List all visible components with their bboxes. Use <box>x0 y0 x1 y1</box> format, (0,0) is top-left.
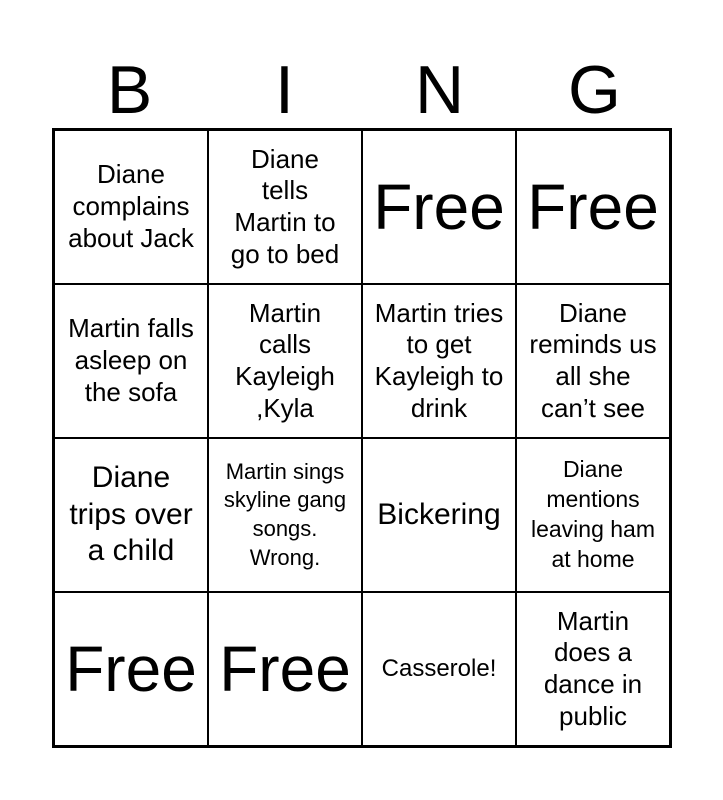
bingo-cell[interactable]: Diane reminds us all she can’t see <box>516 284 670 438</box>
bingo-cell[interactable]: Martin falls asleep on the sofa <box>54 284 208 438</box>
bingo-cell[interactable]: Diane mentions leaving ham at home <box>516 438 670 592</box>
bingo-cell[interactable]: Bickering <box>362 438 516 592</box>
bingo-header <box>52 52 672 128</box>
bingo-cell[interactable]: Martin does a dance in public <box>516 592 670 746</box>
bingo-cell-free[interactable]: Free <box>362 130 516 284</box>
bingo-cell-free[interactable]: Free <box>516 130 670 284</box>
header-letter-i: I <box>275 52 294 128</box>
bingo-cell[interactable]: Martin tries to get Kayleigh to drink <box>362 284 516 438</box>
bingo-cell-free[interactable]: Free <box>54 592 208 746</box>
bingo-cell[interactable]: Diane complains about Jack <box>54 130 208 284</box>
bingo-cell[interactable]: Casserole! <box>362 592 516 746</box>
bingo-cell[interactable]: Diane tells Martin to go to bed <box>208 130 362 284</box>
header-letter-n: N <box>414 52 465 128</box>
bingo-cell[interactable]: Martin calls Kayleigh ,Kyla <box>208 284 362 438</box>
bingo-cell[interactable]: Diane trips over a child <box>54 438 208 592</box>
header-letter-b: B <box>106 52 153 128</box>
header-letter-g: G <box>568 52 621 128</box>
bingo-cell-free[interactable]: Free <box>208 592 362 746</box>
bingo-board <box>52 128 672 748</box>
bingo-cell[interactable]: Martin sings skyline gang songs. Wrong. <box>208 438 362 592</box>
